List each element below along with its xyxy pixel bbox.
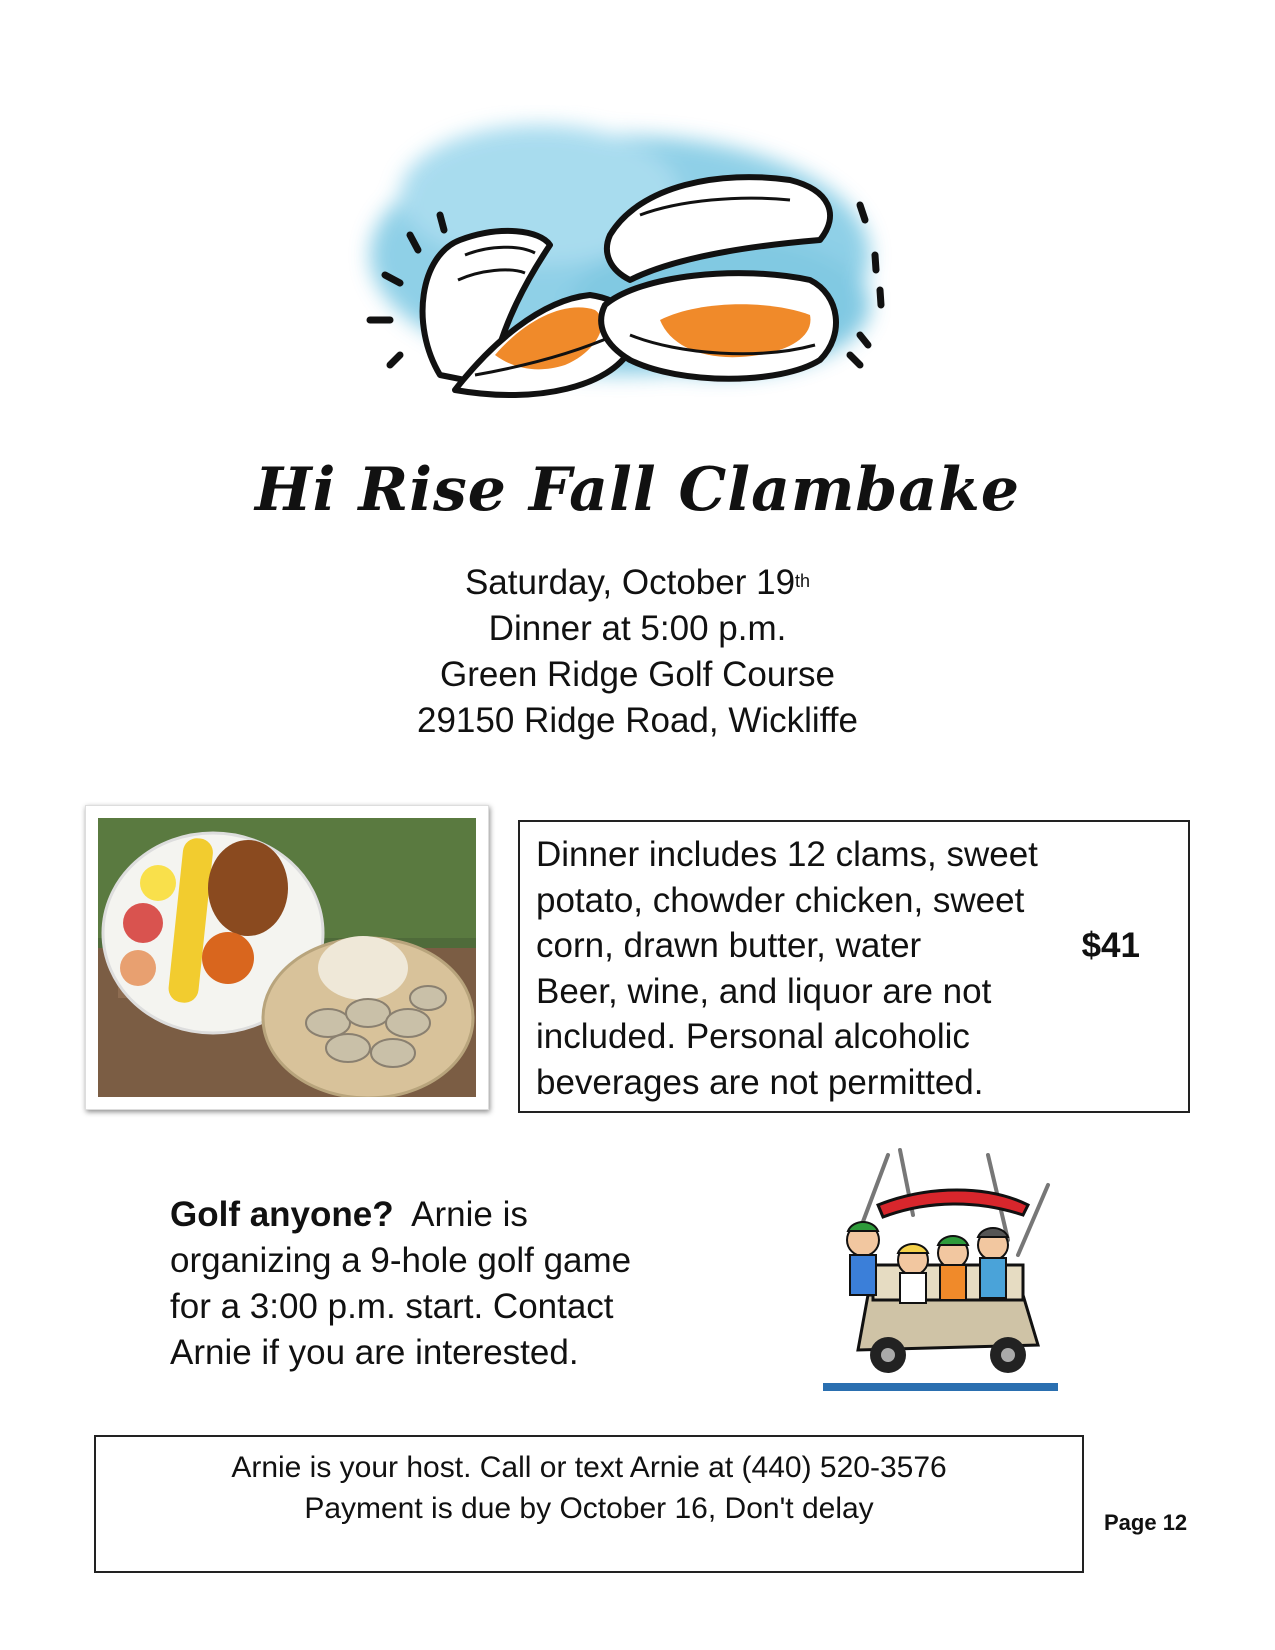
- dinner-line: included. Personal alcoholic: [536, 1017, 970, 1056]
- event-title: Hi Rise Fall Clambake: [254, 455, 1021, 525]
- golf-line: organizing a 9-hole golf game: [170, 1241, 632, 1280]
- event-venue: Green Ridge Golf Course: [440, 655, 835, 694]
- event-address: 29150 Ridge Road, Wickliffe: [417, 701, 858, 740]
- golf-info: [170, 1192, 730, 1376]
- dinner-line: beverages are not permitted.: [536, 1062, 984, 1102]
- host-line: Arnie is your host. Call or text Arnie at (440) 520-3576: [231, 1451, 947, 1484]
- food-photo: [85, 805, 489, 1110]
- page-number: Page 12: [1104, 1510, 1188, 1535]
- event-date: Saturday, October 19th: [464, 563, 811, 602]
- golf-line: Arnie if you are interested.: [170, 1333, 579, 1372]
- dinner-price: $41: [1081, 926, 1140, 965]
- event-details: [0, 560, 1275, 744]
- dinner-line: corn, drawn butter, water: [536, 926, 922, 965]
- dinner-line: potato, chowder chicken, sweet: [536, 880, 1025, 920]
- dinner-info-box: [518, 820, 1190, 1113]
- golf-line: for a 3:00 p.m. start. Contact: [170, 1287, 614, 1326]
- dinner-line: Dinner includes 12 clams, sweet: [536, 835, 1038, 874]
- golf-heading: Golf anyone?: [170, 1195, 394, 1234]
- host-info-box: [94, 1435, 1084, 1573]
- event-dinner-time: Dinner at 5:00 p.m.: [488, 609, 787, 648]
- golf-line: Arnie is: [411, 1195, 528, 1234]
- dinner-line: Beer, wine, and liquor are not: [536, 971, 992, 1011]
- clam-illustration: [340, 105, 900, 415]
- golf-cart-illustration: [818, 1145, 1063, 1395]
- payment-line: Payment is due by October 16, Don't delay: [304, 1492, 874, 1525]
